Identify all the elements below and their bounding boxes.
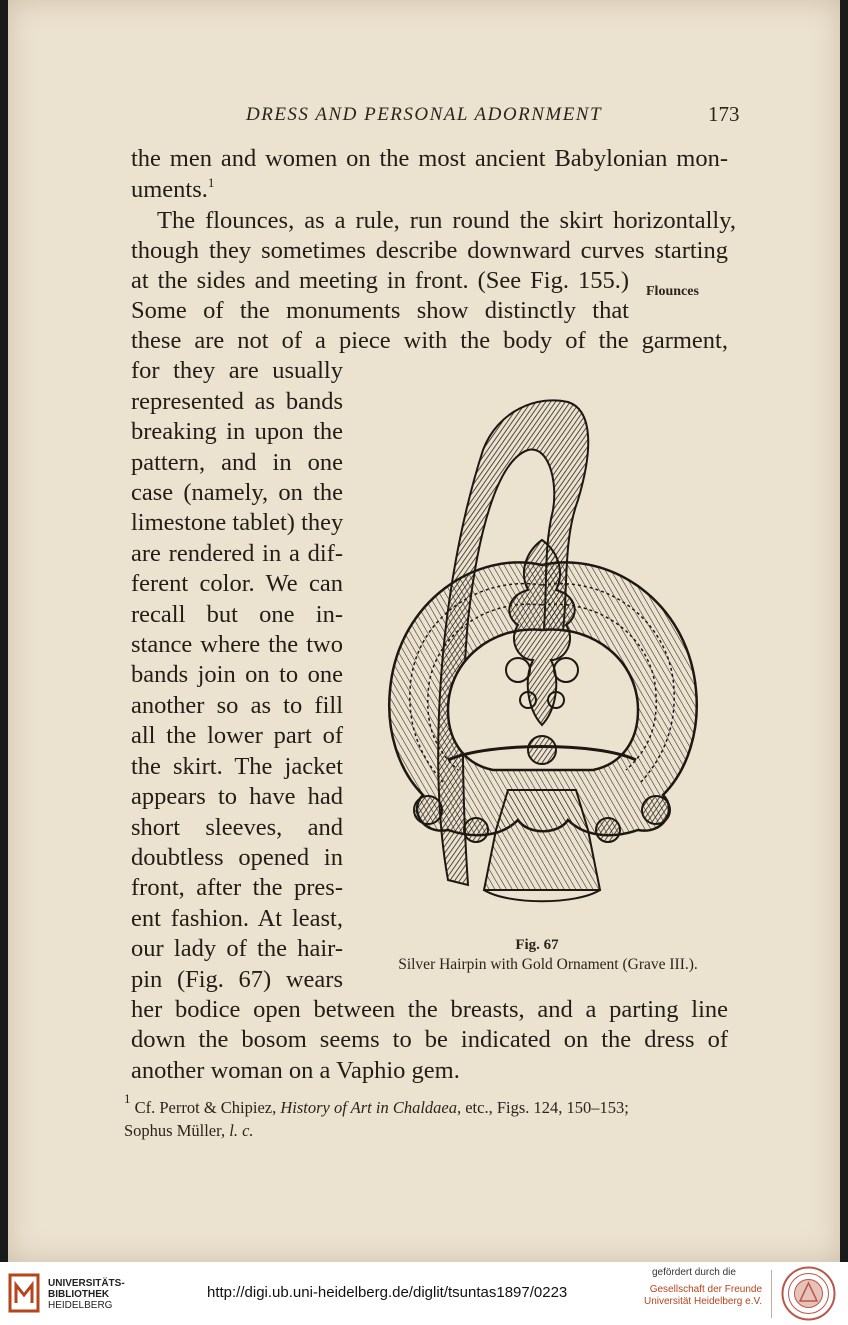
text-line: at the sides and meeting in front. (See Fig. 155.) <box>131 267 629 294</box>
text-line: for they are usually <box>131 357 343 384</box>
text-line: appears to have had <box>131 783 343 810</box>
text-line: bands join on to one <box>131 661 343 688</box>
text-line: pattern, and in one <box>131 449 343 476</box>
text-line: these are not of a piece with the body of the garment, <box>131 327 728 354</box>
running-head: DRESS AND PERSONAL ADORNMENT <box>246 104 603 125</box>
text-line: are rendered in a dif- <box>131 540 343 567</box>
text-line: down the bosom seems to be indicated on the dress of <box>131 1026 728 1053</box>
text-line: though they sometimes describe downward curves starting <box>131 237 728 264</box>
page-number: 173 <box>708 102 740 126</box>
text-line: The flounces, as a rule, run round the skirt horizontally, <box>157 207 736 234</box>
permalink-url[interactable]: http://digi.ub.uni-heidelberg.de/diglit/tsuntas1897/0223 <box>207 1284 568 1301</box>
text-line: all the lower part of <box>131 722 343 749</box>
text-line: front, after the pres- <box>131 874 343 901</box>
footnote-line: Sophus Müller, l. c. <box>124 1121 254 1140</box>
text-line: doubtless opened in <box>131 844 343 871</box>
text-line: pin (Fig. 67) wears <box>131 966 343 993</box>
university-seal-icon <box>780 1265 837 1322</box>
book-page <box>8 0 840 1262</box>
text-line: our lady of the hair- <box>131 935 343 962</box>
text-line: her bodice open between the breasts, and a parting line <box>131 996 728 1023</box>
footnote-line: $^1$ Cf. Perrot & Chipiez, History of Art in Chaldaea, etc., Figs. 124, 150–153; <box>124 1091 629 1117</box>
text-line: breaking in upon the <box>131 418 343 445</box>
text-line: ferent color. We can <box>131 570 343 597</box>
text-line: case (namely, on the <box>131 479 343 506</box>
text-line: stance where the two <box>131 631 343 658</box>
library-footer <box>0 1262 848 1325</box>
library-logo-icon <box>8 1273 40 1313</box>
sponsor-intro: gefördert durch die <box>652 1267 736 1278</box>
text-line: Some of the monuments show distinctly that <box>131 297 629 324</box>
text-line: uments.$^1$ <box>131 175 215 203</box>
text-line: recall but one in- <box>131 601 343 628</box>
text-line: the skirt. The jacket <box>131 753 343 780</box>
text-line: ent fashion. At least, <box>131 905 343 932</box>
text-line: the men and women on the most ancient Babylonian mon- <box>131 145 728 172</box>
footer-divider <box>771 1270 772 1318</box>
sponsor-name: Gesellschaft der Freunde Universität Heidelberg e.V. <box>643 1284 762 1307</box>
text-line: limestone tablet) they <box>131 509 344 536</box>
text-line: represented as bands <box>131 388 343 415</box>
marginal-note: Flounces <box>646 284 699 299</box>
figure-label: Fig. 67 <box>515 937 559 953</box>
figure-caption: Silver Hairpin with Gold Ornament (Grave III.). <box>398 956 698 973</box>
library-name: UNIVERSITÄTS- BIBLIOTHEK HEIDELBERG <box>48 1278 125 1311</box>
text-line: short sleeves, and <box>131 814 343 841</box>
text-line: another woman on a Vaphio gem. <box>131 1057 460 1084</box>
hairpin-illustration <box>368 390 716 920</box>
text-line: another so as to fill <box>131 692 343 719</box>
